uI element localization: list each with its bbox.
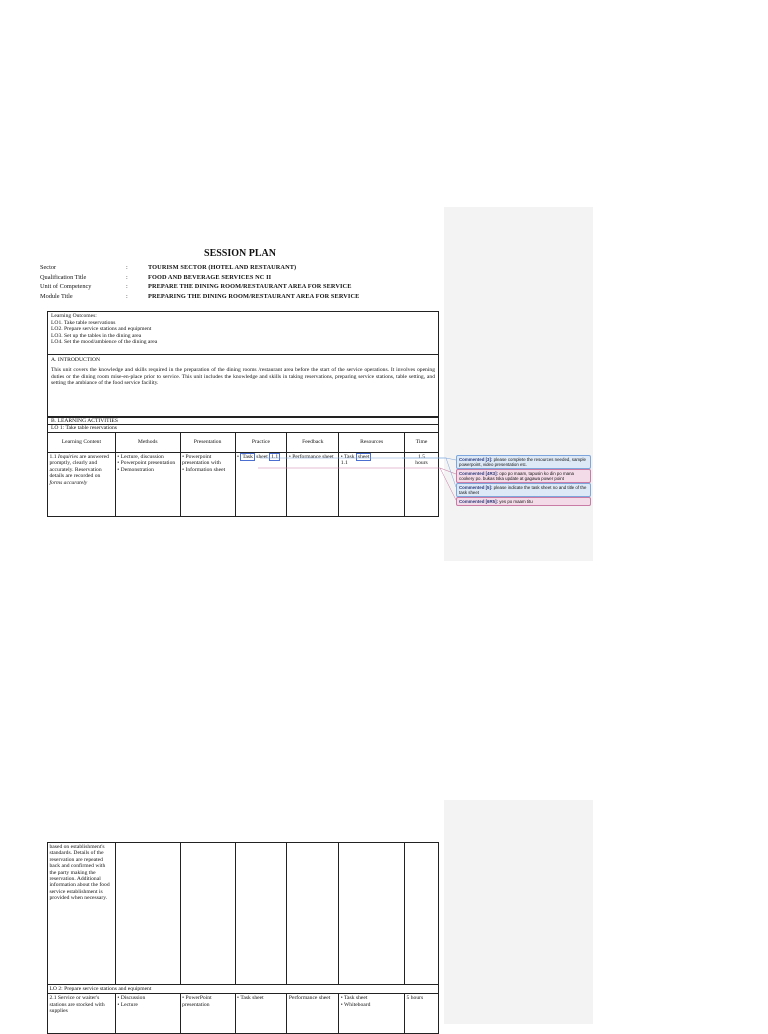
cell-methods (115, 994, 180, 1034)
cell-resources (339, 843, 405, 985)
comment-text: opo po maam, tapusin ko din po mana cookery po. bukas tska update at gagawa power point (459, 471, 574, 481)
comment-tag: Commented [5]: (459, 485, 493, 490)
bullet: • (340, 454, 343, 460)
method-item: Lecture, discussion (120, 454, 164, 460)
comment-balloon[interactable] (456, 469, 591, 483)
cell-feedback (287, 453, 339, 517)
practice-text: sheet (256, 454, 268, 460)
cell-practice (235, 453, 287, 517)
comment-pane-page2 (444, 800, 593, 1024)
introduction-heading: A. INTRODUCTION (51, 357, 101, 363)
col-header-presentation: Presentation (180, 433, 235, 453)
cell-time: 5 hours (405, 994, 439, 1034)
meta-row-unit (40, 282, 359, 292)
practice-text: Task sheet (240, 995, 264, 1002)
content-number: 1.1 (49, 454, 57, 460)
resources-number: 1.1 (340, 460, 348, 467)
cell-feedback (287, 843, 339, 985)
feedback-text: Performance sheet (292, 454, 334, 460)
comment-tag: Commented [4R3]: (459, 471, 499, 476)
content-text: are answered promptly, clearly and accurately. Reservation details are recorded on (49, 454, 109, 480)
practice-highlight[interactable] (269, 453, 280, 461)
meta-label: Qualification Title (40, 273, 87, 281)
cell-time (405, 453, 439, 517)
comment-text: yes po maam titu (499, 499, 533, 504)
col-header-resources: Resources (339, 433, 405, 453)
practice-text: Task (242, 454, 253, 460)
bullet: • (237, 995, 239, 1002)
activities-table (47, 432, 439, 517)
comment-text: please indicate the task sheet no and title of the task sheet (459, 485, 587, 495)
bullet: • (237, 454, 239, 460)
bullet: • (340, 1001, 343, 1008)
content-italic: Inquiries (57, 454, 79, 460)
bullet: • (117, 466, 120, 473)
method-item: Discussion (120, 995, 146, 1002)
meta-colon: : (126, 264, 128, 272)
method-item: Lecture (120, 1001, 138, 1008)
resources-text: Task sheet (344, 995, 368, 1002)
cell-practice (235, 843, 287, 985)
cell-presentation (180, 994, 235, 1034)
meta-row-qualification (40, 273, 359, 283)
meta-value: PREPARING THE DINING ROOM/RESTAURANT AREA FOR SERVICE (148, 293, 360, 301)
cell-presentation (180, 453, 235, 517)
table-header-row (48, 433, 439, 453)
meta-row-sector (40, 263, 359, 273)
cell-learning-content (48, 453, 116, 517)
outcomes-heading: Learning Outcomes: (51, 313, 97, 319)
page-title: SESSION PLAN (204, 248, 276, 259)
resources-highlight[interactable] (356, 453, 372, 461)
activities-table-continued (47, 842, 439, 1034)
bullet: • (182, 466, 185, 473)
meta-label: Sector (40, 264, 57, 272)
content-italic-2: forms accurately (49, 479, 88, 486)
time-value: 1.5 (418, 454, 426, 460)
time-unit: hours (415, 460, 428, 467)
practice-highlight[interactable] (240, 453, 254, 461)
comment-text: please complete the resources needed, sample powerpoint, video presentation etc. (459, 457, 586, 467)
cell-methods (115, 453, 180, 517)
col-header-learning-content: Learning Content (48, 433, 116, 453)
lo2-heading: LO 2: Prepare service stations and equipment (48, 985, 439, 994)
outcome-item: LO1. Take table reservations (51, 319, 116, 326)
cell-resources (339, 453, 405, 517)
comment-balloon[interactable] (456, 455, 591, 469)
col-header-feedback: Feedback (287, 433, 339, 453)
bullet: • (117, 995, 120, 1002)
comment-tag: Commented [3]: (459, 457, 493, 462)
learning-outcomes-box (47, 311, 439, 355)
col-header-methods: Methods (115, 433, 180, 453)
cell-learning-content: based on establishment's standards. Details of the reservation are repeated back and confirmed with the party making the reservation. Additional information about the food service establishment is provided when necessary. (48, 843, 116, 985)
table-row (48, 453, 439, 517)
presentation-item: PowerPoint presentation (182, 995, 212, 1008)
cell-learning-content: 2.1 Service or waiter's stations are stocked with supplies (48, 994, 116, 1034)
resources-text: Whiteboard (344, 1001, 371, 1008)
meta-value: FOOD AND BEVERAGE SERVICES NC II (148, 273, 272, 281)
lo1-heading: LO 1: Take table reservations (47, 425, 439, 433)
meta-row-module (40, 292, 359, 302)
method-item: Demonstration (120, 466, 154, 473)
learning-activities-heading: B. LEARNING ACTIVITIES (47, 417, 439, 425)
outcome-item: LO4. Set the mood/ambience of the dining area (51, 339, 158, 346)
outcome-item: LO2. Prepare service stations and equipment (51, 326, 152, 333)
outcome-item: LO3. Set up the tables in the dining area (51, 332, 142, 339)
resources-text: sheet (357, 454, 370, 460)
comment-pane-page1 (444, 207, 593, 561)
bullet: • (117, 460, 120, 467)
cell-methods (115, 843, 180, 985)
meta-label: Unit of Competency (40, 283, 92, 291)
meta-colon: : (126, 273, 128, 281)
lo2-row (48, 985, 439, 994)
resources-text: Task (344, 454, 355, 460)
table-row (48, 994, 439, 1034)
cell-resources (339, 994, 405, 1034)
bullet: • (340, 995, 343, 1002)
meta-colon: : (126, 293, 128, 301)
bullet: • (288, 454, 291, 460)
presentation-item: Information sheet (185, 466, 226, 473)
practice-number: 1.1 (271, 454, 279, 460)
meta-label: Module Title (40, 293, 73, 301)
comment-tag: Commented [6R5]: (459, 499, 499, 504)
cell-time (405, 843, 439, 985)
comment-balloon[interactable] (456, 497, 591, 506)
bullet: • (117, 1001, 120, 1008)
meta-colon: : (126, 283, 128, 291)
bullet: • (182, 995, 185, 1002)
comment-balloon[interactable] (456, 483, 591, 497)
introduction-box (47, 355, 439, 417)
presentation-item: Powerpoint presentation with (182, 454, 221, 467)
method-item: Powerpoint presentation (120, 460, 176, 467)
cell-feedback: Performance sheet (287, 994, 339, 1034)
meta-value: TOURISM SECTOR (HOTEL AND RESTAURANT) (148, 264, 297, 272)
col-header-time: Time (405, 433, 439, 453)
cell-presentation (180, 843, 235, 985)
cell-practice (235, 994, 287, 1034)
meta-block (40, 263, 359, 301)
bullet: • (182, 454, 185, 460)
table-row (48, 843, 439, 985)
col-header-practice: Practice (235, 433, 287, 453)
bullet: • (117, 454, 120, 460)
meta-value: PREPARE THE DINING ROOM/RESTAURANT AREA FOR SERVICE (148, 283, 352, 291)
introduction-text: This unit covers the knowledge and skills required in the preparation of the dining rooms /restaurant area before the start of the service operations. It involves opening duties or the dining room mise-en-place prior to service. This unit includes the knowledge and skills in taking reservations, preparing service stations, table setting, and setting the ambiance of the food service facility. (51, 366, 435, 387)
